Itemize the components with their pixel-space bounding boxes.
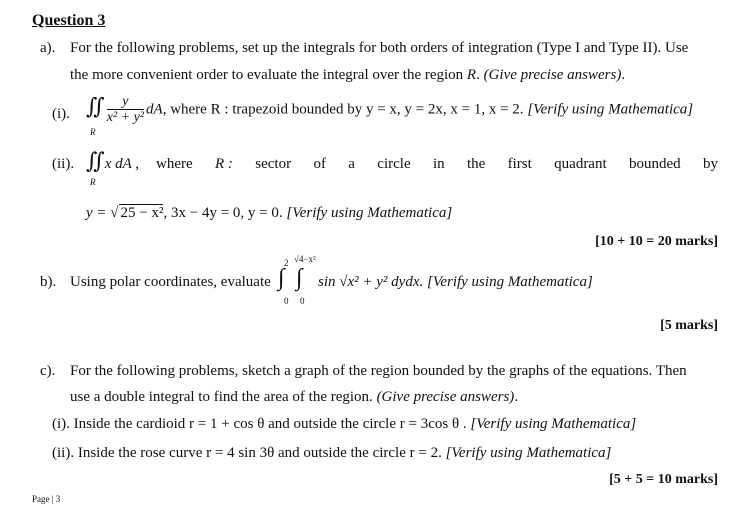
part-b-text: Using polar coordinates, evaluate bbox=[70, 274, 271, 290]
fraction-numerator: y bbox=[107, 95, 144, 110]
lower-limit-outer: 0 bbox=[284, 296, 289, 306]
part-a-i-label: (i). bbox=[52, 106, 70, 122]
integral-outer: ∫ bbox=[278, 265, 285, 291]
integrand: sin √x² + y² dydx. bbox=[318, 274, 424, 290]
integral-inner: ∫ bbox=[296, 265, 303, 291]
word: R : bbox=[215, 156, 233, 172]
verify-note: [Verify using Mathematica] bbox=[445, 445, 612, 461]
part-a-line2 bbox=[70, 67, 625, 84]
part-a-ii-label: (ii). bbox=[52, 156, 75, 172]
eq-rest: , 3x − 4y = 0, y = 0. bbox=[163, 205, 283, 221]
verify-note: [Verify using Mathematica] bbox=[426, 274, 593, 290]
word: first bbox=[507, 156, 532, 172]
part-c-ii-text: Inside the rose curve r = 4 sin 3θ and outside the circle r = 2. bbox=[77, 445, 446, 461]
word: bounded bbox=[628, 156, 681, 172]
part-a-i-expression bbox=[86, 95, 693, 125]
precise-note: (Give precise answers) bbox=[376, 389, 515, 405]
integrand: x dA , bbox=[104, 156, 140, 172]
part-c-line1: For the following problems, sketch a graph of the region bounded by the graphs of the equations. Then bbox=[70, 363, 687, 379]
region-subscript: R bbox=[90, 177, 96, 187]
verify-note: [Verify using Mathematica] bbox=[470, 416, 637, 432]
part-a-line2-tail: . bbox=[621, 67, 626, 83]
part-a-marks: [10 + 10 = 20 marks] bbox=[595, 234, 718, 249]
precise-note: (Give precise answers) bbox=[483, 67, 622, 83]
region-subscript: R bbox=[90, 127, 96, 137]
word: a bbox=[348, 156, 355, 172]
eq-y: y = bbox=[86, 205, 111, 221]
sqrt-body: 25 − x² bbox=[120, 205, 164, 221]
part-b-label: b). bbox=[40, 274, 57, 290]
word: quadrant bbox=[554, 156, 607, 172]
question-title: Question 3 bbox=[32, 12, 106, 29]
word: where bbox=[156, 156, 193, 172]
part-c-i bbox=[52, 416, 636, 433]
upper-limit-inner: √4−x² bbox=[294, 254, 316, 264]
part-c-marks: [5 + 5 = 10 marks] bbox=[609, 472, 718, 487]
part-b-integrand-line bbox=[318, 274, 593, 291]
part-a-ii-words bbox=[156, 156, 718, 173]
word: of bbox=[313, 156, 326, 172]
dA: dA bbox=[146, 101, 163, 118]
part-a-line1: For the following problems, set up the integrals for both orders of integration (Type I and Type II). Use bbox=[70, 40, 689, 56]
part-c-label: c). bbox=[40, 363, 56, 379]
part-a-line2-end: . bbox=[476, 67, 484, 83]
part-c-line2-tail: . bbox=[514, 389, 519, 405]
part-c-i-text: Inside the cardioid r = 1 + cos θ and outside the circle r = 3cos θ . bbox=[73, 416, 471, 432]
word: in bbox=[432, 156, 445, 172]
part-a-i-text: , where R : trapezoid bounded by y = x, y = 2x, x = 1, x = 2. bbox=[162, 101, 524, 118]
page-footer: Page | 3 bbox=[32, 494, 61, 504]
part-a-ii-integral bbox=[86, 150, 139, 173]
part-a-label: a). bbox=[40, 40, 56, 56]
region-symbol: R bbox=[466, 67, 477, 83]
part-a-line2-text: the more convenient order to evaluate the integral over the region bbox=[70, 67, 467, 83]
word: by bbox=[703, 156, 718, 172]
part-c-ii bbox=[52, 445, 611, 462]
lower-limit-inner: 0 bbox=[300, 296, 305, 306]
double-integral-sign: ∬ bbox=[86, 93, 105, 119]
verify-note: [Verify using Mathematica] bbox=[527, 101, 694, 118]
verify-note: [Verify using Mathematica] bbox=[286, 205, 453, 221]
part-b-marks: [5 marks] bbox=[660, 318, 718, 333]
upper-limit-outer: 2 bbox=[284, 258, 289, 268]
word: circle bbox=[377, 156, 411, 172]
part-c-line2-text: use a double integral to find the area of the region. bbox=[70, 389, 377, 405]
fraction-denominator: x² + y² bbox=[106, 110, 145, 125]
word: the bbox=[466, 156, 486, 172]
part-c-i-label: (i). bbox=[52, 416, 70, 432]
part-c-ii-label: (ii). bbox=[52, 445, 75, 461]
double-integral-sign: ∬ bbox=[86, 148, 105, 173]
part-a-ii-equations bbox=[86, 205, 452, 222]
fraction bbox=[107, 95, 144, 125]
word: sector bbox=[255, 156, 292, 172]
sqrt-symbol: √ bbox=[110, 205, 119, 221]
part-c-line2 bbox=[70, 389, 518, 406]
